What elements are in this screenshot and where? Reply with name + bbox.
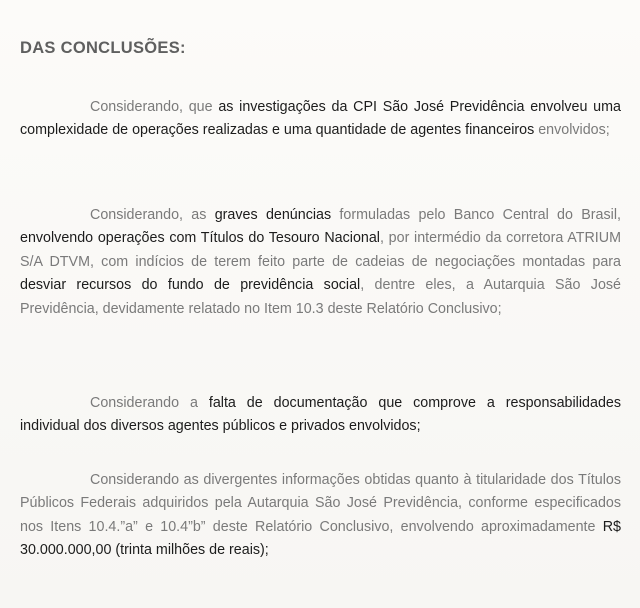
segment-emphasis: as investigações da CPI São José Previdência envolveu uma complexidade de operações realizadas e uma quantidade de agentes financeiros [20,99,621,139]
segment: Considerando a [90,395,209,411]
segment-emphasis: R$ 30.000.000,00 (trinta milhões de reais); [20,518,621,559]
segment: envolvidos; [534,122,610,139]
paragraph-4 [20,469,621,563]
section-heading: DAS CONCLUSÕES: [20,39,186,57]
segment: Considerando as divergentes informações obtidas quanto à titularidade dos Títulos Públicos Federais adquiridos pela Autarquia São José Previdência, conforme especificados nos Itens 10.4.”a” e 10.4”b” deste Relatório Conclusivo, envolvendo aproximadamente [20,472,621,535]
segment: , dentre eles, a Autarquia São José Previdência, devidamente relatado no Item 10.3 deste Relatório Conclusivo; [20,277,622,317]
segment-emphasis: desviar recursos do fundo de previdência social [20,277,361,294]
segment: formuladas pelo Banco Central do Brasil, [331,207,621,223]
segment: Considerando, que [90,99,219,115]
paragraph-2 [20,204,621,321]
paragraph-3 [20,392,621,439]
segment: Considerando, as [90,207,215,223]
segment-emphasis: falta de documentação que comprove a responsabilidades individual dos diversos agentes públicos e privados envolvidos; [20,395,621,435]
segment-emphasis: graves denúncias [214,207,332,223]
segment-emphasis: envolvendo operações com Títulos do Tesouro Nacional [20,230,380,247]
segment: , por intermédio da corretora ATRIUM S/A DTVM, com indícios de terem feito parte de cadeias de negociações montadas para [20,230,622,270]
paragraph-1 [20,96,621,143]
